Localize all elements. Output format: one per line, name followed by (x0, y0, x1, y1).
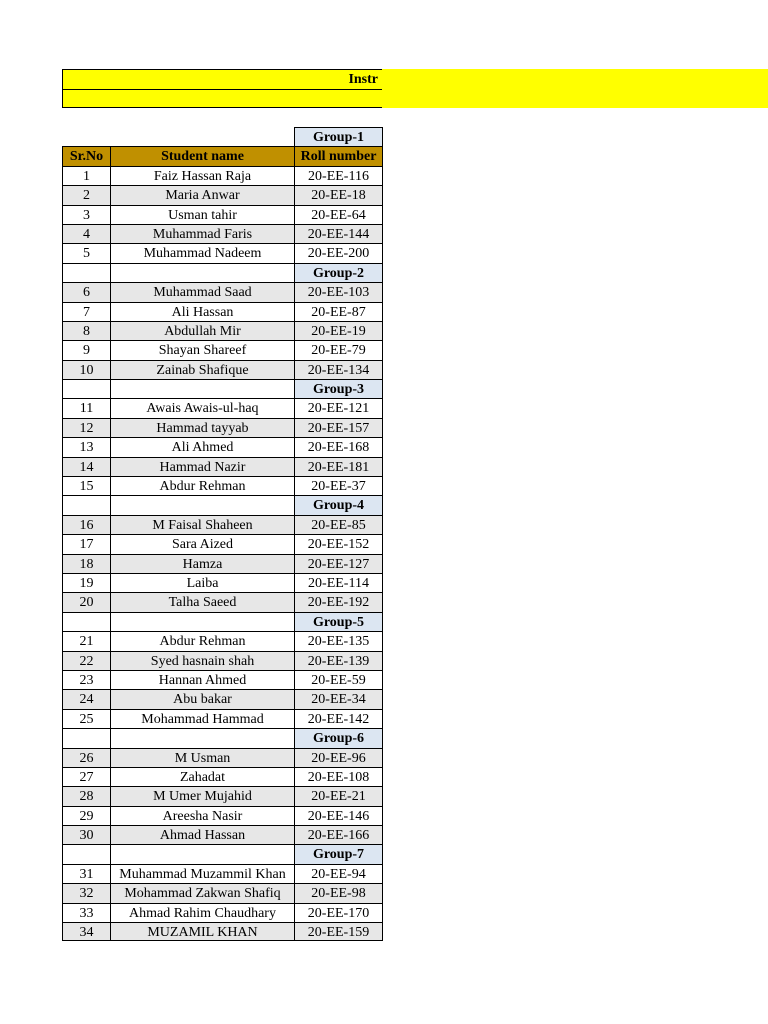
sr-no-cell[interactable]: 14 (62, 457, 110, 476)
roll-number-cell[interactable]: 20-EE-166 (294, 825, 383, 844)
student-name-cell[interactable]: Areesha Nasir (110, 806, 294, 825)
roll-number-cell[interactable]: 20-EE-170 (294, 903, 383, 922)
sr-no-cell[interactable]: 20 (62, 592, 110, 611)
roll-number-cell[interactable]: 20-EE-114 (294, 573, 383, 592)
roll-number-cell[interactable]: 20-EE-168 (294, 437, 383, 456)
student-name-cell[interactable]: M Faisal Shaheen (110, 515, 294, 534)
group-label-cell[interactable]: Group-4 (294, 495, 383, 514)
roll-number-cell[interactable]: 20-EE-21 (294, 786, 383, 805)
sr-no-cell[interactable]: 6 (62, 282, 110, 301)
student-name-cell[interactable]: Hammad tayyab (110, 418, 294, 437)
student-name-cell[interactable]: MUZAMIL KHAN (110, 922, 294, 941)
roll-number-cell[interactable]: 20-EE-152 (294, 534, 383, 553)
banner-divider (63, 89, 382, 90)
student-name-cell[interactable]: Shayan Shareef (110, 340, 294, 359)
sr-no-cell[interactable]: 29 (62, 806, 110, 825)
roll-number-cell[interactable]: 20-EE-142 (294, 709, 383, 728)
roll-number-cell[interactable]: 20-EE-139 (294, 651, 383, 670)
roll-number-cell[interactable]: 20-EE-181 (294, 457, 383, 476)
sr-no-cell[interactable]: 21 (62, 631, 110, 650)
sr-no-cell[interactable]: 34 (62, 922, 110, 941)
empty-cell[interactable] (62, 612, 110, 631)
sr-no-cell[interactable]: 10 (62, 360, 110, 379)
student-name-cell[interactable]: Abu bakar (110, 689, 294, 708)
roll-number-cell[interactable]: 20-EE-19 (294, 321, 383, 340)
group-label-cell[interactable]: Group-1 (294, 127, 383, 146)
header-cell-student-name[interactable]: Student name (110, 146, 294, 165)
roll-number-cell[interactable]: 20-EE-103 (294, 282, 383, 301)
empty-cell[interactable] (110, 263, 294, 282)
student-name-cell[interactable]: Abdullah Mir (110, 321, 294, 340)
student-name-cell[interactable]: Talha Saeed (110, 592, 294, 611)
student-name-cell[interactable]: Muhammad Saad (110, 282, 294, 301)
empty-cell[interactable] (110, 495, 294, 514)
student-name-cell[interactable]: Muhammad Faris (110, 224, 294, 243)
student-name-cell[interactable]: Hammad Nazir (110, 457, 294, 476)
roll-number-cell[interactable]: 20-EE-34 (294, 689, 383, 708)
student-name-cell[interactable]: Usman tahir (110, 205, 294, 224)
student-name-cell[interactable]: Faiz Hassan Raja (110, 166, 294, 185)
sr-no-cell[interactable]: 2 (62, 185, 110, 204)
group-label-cell[interactable]: Group-3 (294, 379, 383, 398)
instruction-title: Instr (348, 72, 378, 87)
group-label-cell[interactable]: Group-5 (294, 612, 383, 631)
sr-no-cell[interactable]: 26 (62, 748, 110, 767)
sr-no-cell[interactable]: 30 (62, 825, 110, 844)
roll-number-cell[interactable]: 20-EE-200 (294, 243, 383, 262)
roll-number-cell[interactable]: 20-EE-94 (294, 864, 383, 883)
roll-number-cell[interactable]: 20-EE-192 (294, 592, 383, 611)
empty-cell[interactable] (62, 495, 110, 514)
roll-number-cell[interactable]: 20-EE-108 (294, 767, 383, 786)
sr-no-cell[interactable]: 17 (62, 534, 110, 553)
sr-no-cell[interactable]: 15 (62, 476, 110, 495)
sr-no-cell[interactable]: 9 (62, 340, 110, 359)
group-label-cell[interactable]: Group-7 (294, 844, 383, 863)
empty-cell[interactable] (110, 379, 294, 398)
group-label-cell[interactable]: Group-2 (294, 263, 383, 282)
empty-cell[interactable] (62, 263, 110, 282)
student-name-cell[interactable]: Mohammad Hammad (110, 709, 294, 728)
roll-number-cell[interactable]: 20-EE-59 (294, 670, 383, 689)
roll-number-cell[interactable]: 20-EE-18 (294, 185, 383, 204)
sr-no-cell[interactable]: 5 (62, 243, 110, 262)
sr-no-cell[interactable]: 16 (62, 515, 110, 534)
student-name-cell[interactable]: Ali Hassan (110, 302, 294, 321)
sr-no-cell[interactable]: 25 (62, 709, 110, 728)
sr-no-cell[interactable]: 23 (62, 670, 110, 689)
roll-number-cell[interactable]: 20-EE-159 (294, 922, 383, 941)
empty-cell[interactable] (62, 379, 110, 398)
sr-no-cell[interactable]: 13 (62, 437, 110, 456)
student-name-cell[interactable]: Abdur Rehman (110, 476, 294, 495)
student-name-cell[interactable]: Mohammad Zakwan Shafiq (110, 883, 294, 902)
roll-number-cell[interactable]: 20-EE-85 (294, 515, 383, 534)
roll-number-cell[interactable]: 20-EE-121 (294, 398, 383, 417)
student-name-cell[interactable]: Awais Awais-ul-haq (110, 398, 294, 417)
roll-number-cell[interactable]: 20-EE-135 (294, 631, 383, 650)
sr-no-cell[interactable]: 3 (62, 205, 110, 224)
sr-no-cell[interactable]: 22 (62, 651, 110, 670)
student-name-cell[interactable]: Hamza (110, 554, 294, 573)
roll-number-cell[interactable]: 20-EE-134 (294, 360, 383, 379)
student-name-cell[interactable]: Ahmad Rahim Chaudhary (110, 903, 294, 922)
student-name-cell[interactable]: Muhammad Nadeem (110, 243, 294, 262)
header-cell-sr-no[interactable]: Sr.No (62, 146, 110, 165)
sr-no-cell[interactable]: 12 (62, 418, 110, 437)
header-cell-roll-number[interactable]: Roll number (294, 146, 383, 165)
student-name-cell[interactable]: Hannan Ahmed (110, 670, 294, 689)
sr-no-cell[interactable]: 32 (62, 883, 110, 902)
student-name-cell[interactable]: Ahmad Hassan (110, 825, 294, 844)
sr-no-cell[interactable]: 1 (62, 166, 110, 185)
sr-no-cell[interactable]: 31 (62, 864, 110, 883)
empty-cell[interactable] (110, 612, 294, 631)
student-name-cell[interactable]: Abdur Rehman (110, 631, 294, 650)
empty-cell[interactable] (110, 844, 294, 863)
sr-no-cell[interactable]: 24 (62, 689, 110, 708)
roll-number-cell[interactable]: 20-EE-144 (294, 224, 383, 243)
empty-cell[interactable] (110, 728, 294, 747)
sr-no-cell[interactable]: 28 (62, 786, 110, 805)
student-name-cell[interactable]: Ali Ahmed (110, 437, 294, 456)
roll-number-cell[interactable]: 20-EE-96 (294, 748, 383, 767)
sr-no-cell[interactable]: 33 (62, 903, 110, 922)
student-name-cell[interactable]: Syed hasnain shah (110, 651, 294, 670)
roll-number-cell[interactable]: 20-EE-127 (294, 554, 383, 573)
student-name-cell[interactable]: Sara Aized (110, 534, 294, 553)
student-name-cell[interactable]: Laiba (110, 573, 294, 592)
group-label-cell[interactable]: Group-6 (294, 728, 383, 747)
sr-no-cell[interactable]: 8 (62, 321, 110, 340)
empty-cell[interactable] (62, 728, 110, 747)
empty-cell[interactable] (62, 844, 110, 863)
roll-number-cell[interactable]: 20-EE-157 (294, 418, 383, 437)
sr-no-cell[interactable]: 18 (62, 554, 110, 573)
student-name-cell[interactable]: M Usman (110, 748, 294, 767)
roll-number-cell[interactable]: 20-EE-87 (294, 302, 383, 321)
roll-number-cell[interactable]: 20-EE-37 (294, 476, 383, 495)
roll-number-cell[interactable]: 20-EE-146 (294, 806, 383, 825)
sr-no-cell[interactable]: 7 (62, 302, 110, 321)
sr-no-cell[interactable]: 11 (62, 398, 110, 417)
roll-number-cell[interactable]: 20-EE-98 (294, 883, 383, 902)
student-name-cell[interactable]: Muhammad Muzammil Khan (110, 864, 294, 883)
sr-no-cell[interactable]: 27 (62, 767, 110, 786)
sr-no-cell[interactable]: 4 (62, 224, 110, 243)
student-name-cell[interactable]: Zainab Shafique (110, 360, 294, 379)
roll-number-cell[interactable]: 20-EE-79 (294, 340, 383, 359)
student-name-cell[interactable]: Zahadat (110, 767, 294, 786)
student-name-cell[interactable]: M Umer Mujahid (110, 786, 294, 805)
roll-number-cell[interactable]: 20-EE-64 (294, 205, 383, 224)
instruction-box (62, 69, 382, 108)
roll-number-cell[interactable]: 20-EE-116 (294, 166, 383, 185)
sr-no-cell[interactable]: 19 (62, 573, 110, 592)
student-name-cell[interactable]: Maria Anwar (110, 185, 294, 204)
